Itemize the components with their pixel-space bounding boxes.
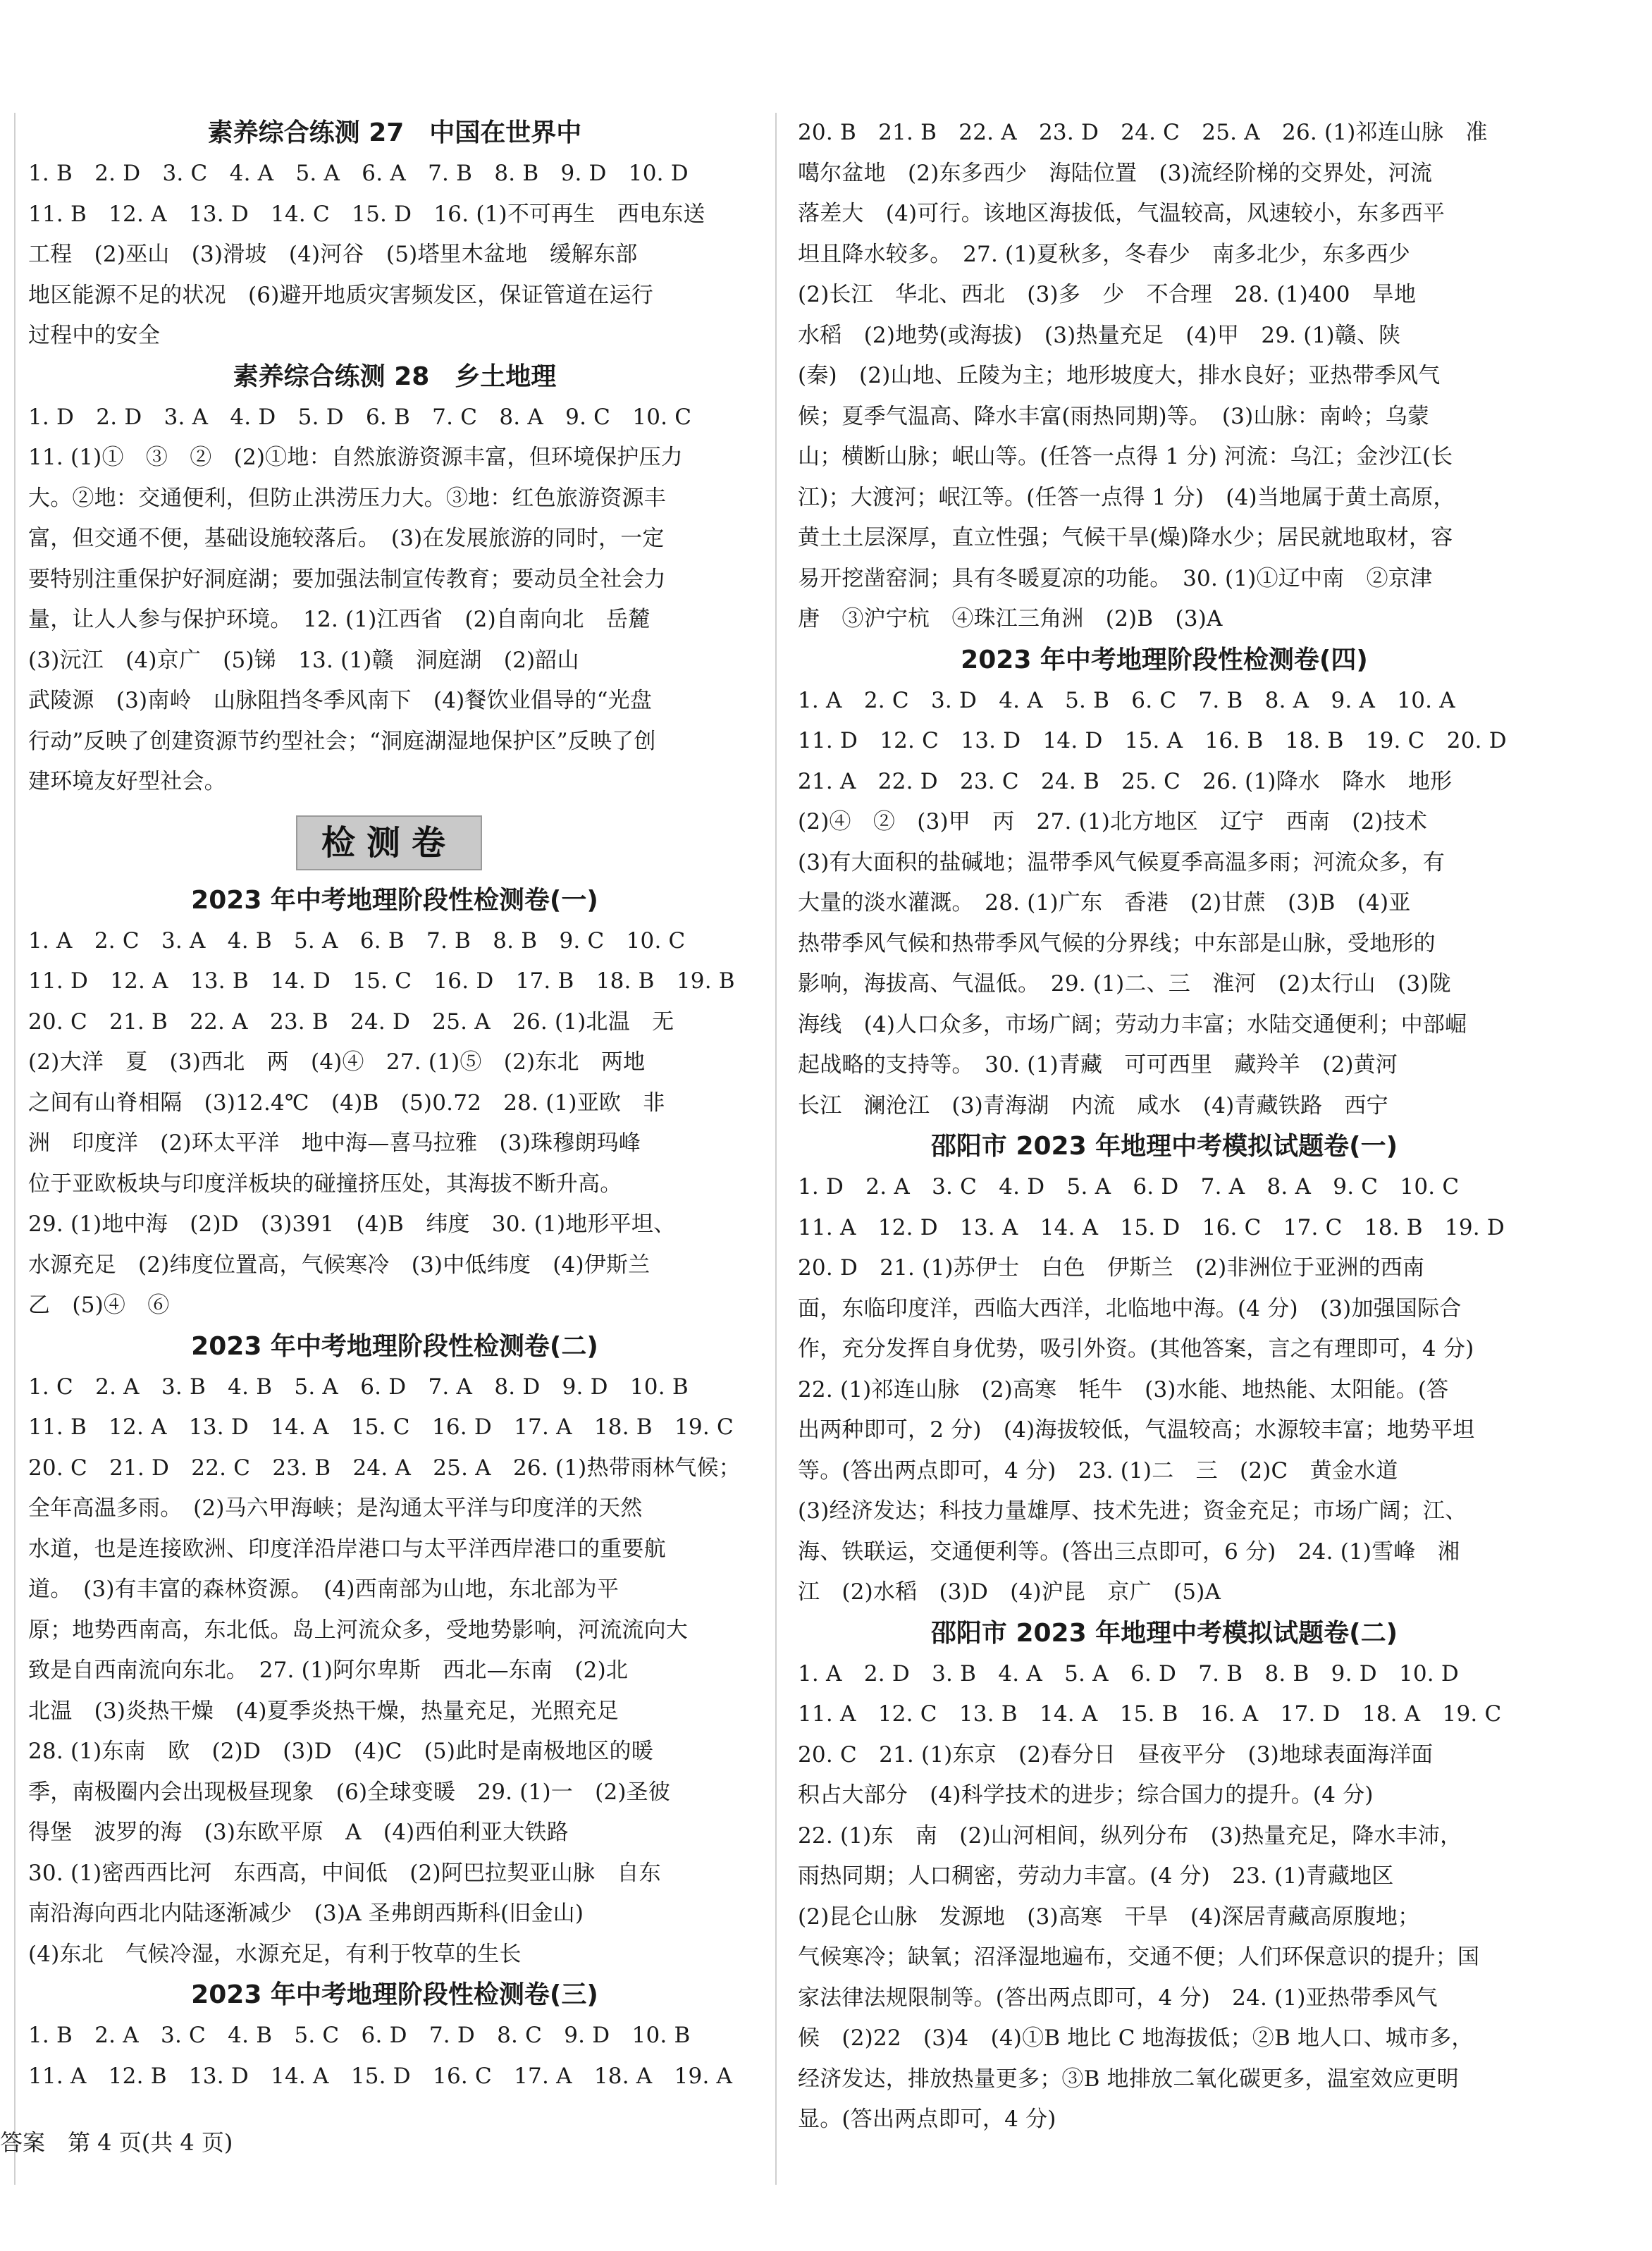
answer-line: 11. D 12. C 13. D 14. D 15. A 16. B 18. B 19. C 20. D: [798, 728, 1507, 753]
answer-line: 11. A 12. D 13. A 14. A 15. D 16. C 17. C 18. B 19. D: [798, 1214, 1505, 1240]
section-practice-27: [28, 113, 761, 357]
answer-line: 全年高温多雨。 (2)马六甲海峡；是沟通太平洋与印度洋的天然: [28, 1495, 643, 1521]
answer-line: 20. C 21. B 22. A 23. B 24. D 25. A 26. (1)北温 无: [28, 1009, 674, 1035]
section-shaoyang-mock-1: [798, 1126, 1531, 1613]
answer-line: 20. D 21. (1)苏伊士 白色 伊斯兰 (2)非洲位于亚洲的西南: [798, 1255, 1425, 1281]
answer-line: 行动”反映了创建资源节约型社会；“洞庭湖湿地保护区”反映了创: [28, 728, 656, 754]
answer-line: 洲 印度洋 (2)环太平洋 地中海—喜马拉雅 (3)珠穆朗玛峰: [28, 1130, 641, 1156]
answer-line: 唐 ③沪宁杭 ④珠江三角洲 (2)B (3)A: [798, 606, 1223, 631]
section-title: 邵阳市 2023 年地理中考模拟试题卷(二): [930, 1618, 1398, 1648]
answer-line: 影响，海拔高、气温低。 29. (1)二、三 淮河 (2)太行山 (3)陇: [798, 971, 1451, 997]
section-title: 2023 年中考地理阶段性检测卷(四): [961, 645, 1368, 674]
answer-line: 28. (1)东南 欧 (2)D (3)D (4)C (5)此时是南极地区的暖: [28, 1739, 653, 1764]
answer-line: 黄土土层深厚，直立性强；气候干旱(燥)降水少；居民就地取材，容: [798, 525, 1453, 550]
answer-line: 江 (2)水稻 (3)D (4)沪昆 京广 (5)A: [798, 1579, 1221, 1605]
answer-line: 气候寒冷；缺氧；沼泽湿地遍布，交通不便；人们环保意识的提升；国: [798, 1944, 1480, 1970]
answer-line: 11. A 12. B 13. D 14. A 15. D 16. C 17. A 18. A 19. A: [28, 2063, 733, 2089]
answer-line: (2)大洋 夏 (3)西北 两 (4)④ 27. (1)⑤ (2)东北 两地: [28, 1049, 646, 1075]
answer-line: 水道，也是连接欧洲、印度洋沿岸港口与太平洋西岸港口的重要航: [28, 1536, 666, 1562]
section-title: 邵阳市 2023 年地理中考模拟试题卷(一): [930, 1132, 1398, 1161]
answer-line: 候 (2)22 (3)4 (4)①B 地比 C 地海拔低；②B 地人口、城市多，: [798, 2025, 1474, 2051]
answer-line: 致是自西南流向东北。 27. (1)阿尔卑斯 西北—东南 (2)北: [28, 1658, 629, 1683]
answer-line: 北温 (3)炎热干燥 (4)夏季炎热干燥，热量充足，光照充足: [28, 1698, 619, 1724]
column-divider: [775, 113, 777, 2185]
answer-line: (4)东北 气候冷湿，水源充足，有利于牧草的生长: [28, 1941, 522, 1967]
section-stage-test-3: [28, 1975, 761, 2097]
answer-line: (2)长江 华北、西北 (3)多 少 不合理 28. (1)400 旱地: [798, 282, 1417, 307]
answer-line: 1. B 2. A 3. C 4. B 5. C 6. D 7. D 8. C 9. D 10. B: [28, 2023, 691, 2048]
answer-line: 21. A 22. D 23. C 24. B 25. C 26. (1)降水 降水 地形: [798, 768, 1453, 794]
answer-line: 22. (1)东 南 (2)山河相间，纵列分布 (3)热量充足，降水丰沛，: [798, 1823, 1462, 1849]
answer-line: 原；地势西南高，东北低。岛上河流众多，受地势影响，河流流向大: [28, 1617, 688, 1643]
answer-line: 水稻 (2)地势(或海拔) (3)热量充足 (4)甲 29. (1)赣、陕: [798, 322, 1401, 348]
answer-line: 乙 (5)④ ⑥: [28, 1293, 170, 1318]
answer-line: 道。 (3)有丰富的森林资源。 (4)西南部为山地，东北部为平: [28, 1577, 620, 1602]
answer-line: 显。(答出两点即可，4 分): [798, 2107, 1056, 2132]
answer-line: 11. (1)① ③ ② (2)①地：自然旅游资源丰富，但环境保护压力: [28, 445, 683, 470]
answer-line: 热带季风气候和热带季风气候的分界线；中东部是山脉，受地形的: [798, 930, 1436, 956]
answer-line: (3)有大面积的盐碱地；温带季风气候夏季高温多雨；河流众多，有: [798, 849, 1446, 875]
answer-line: 20. C 21. D 22. C 23. B 24. A 25. A 26. (1)热带雨林气候；: [28, 1455, 741, 1481]
answer-line: 等。(答出两点即可，4 分) 23. (1)二 三 (2)C 黄金水道: [798, 1457, 1398, 1484]
section-practice-28: [28, 357, 761, 803]
section-stage-test-2: [28, 1326, 761, 1975]
answer-line: 作，充分发挥自身优势，吸引外资。(其他答案，言之有理即可，4 分): [798, 1336, 1474, 1362]
right-column: [798, 113, 1531, 2140]
answer-line: 1. D 2. A 3. C 4. D 5. A 6. D 7. A 8. A 9. C 10. C: [798, 1174, 1460, 1199]
answer-line: 20. B 21. B 22. A 23. D 24. C 25. A 26. (1)祁连山脉 准: [798, 120, 1488, 145]
answer-line: 坦且降水较多。 27. (1)夏秋多，冬春少 南多北少，东多西少: [798, 241, 1410, 267]
answer-line: 长江 澜沧江 (3)青海湖 内流 咸水 (4)青藏铁路 西宁: [798, 1092, 1388, 1118]
answer-line: (秦) (2)山地、丘陵为主；地形坡度大，排水良好；亚热带季风气: [798, 363, 1441, 388]
section-title: 素养综合练测 27 中国在世界中: [207, 118, 582, 147]
badge-wrap: [28, 803, 761, 880]
left-margin-rule: [14, 113, 16, 2185]
answer-line: 海线 (4)人口众多，市场广阔；劳动力丰富；水陆交通便利；中部崛: [798, 1011, 1467, 1037]
answer-line: 要特别注重保护好洞庭湖；要加强法制宣传教育；要动员全社会力: [28, 566, 666, 592]
answer-line: 工程 (2)巫山 (3)滑坡 (4)河谷 (5)塔里木盆地 缓解东部: [28, 242, 638, 267]
answer-line: 武陵源 (3)南岭 山脉阻挡冬季风南下 (4)餐饮业倡导的“光盘: [28, 688, 653, 713]
answer-line: (3)经济发达；科技力量雄厚、技术先进；资金充足；市场广阔；江、: [798, 1498, 1467, 1524]
answer-line: 11. B 12. A 13. D 14. C 15. D 16. (1)不可再生 西电东送: [28, 201, 705, 227]
answer-line: 1. A 2. C 3. A 4. B 5. A 6. B 7. B 8. B 9. C 10. C: [28, 927, 686, 954]
section-stage-test-4: [798, 640, 1531, 1127]
answer-line: 建环境友好型社会。: [28, 769, 226, 794]
answer-line: 之间有山脊相隔 (3)12.4℃ (4)B (5)0.72 28. (1)亚欧 非: [28, 1090, 665, 1116]
answer-line: 水源充足 (2)纬度位置高，气候寒冷 (3)中低纬度 (4)伊斯兰: [28, 1252, 651, 1278]
answer-line: (2)④ ② (3)甲 丙 27. (1)北方地区 辽宁 西南 (2)技术: [798, 809, 1428, 834]
answer-line: 1. C 2. A 3. B 4. B 5. A 6. D 7. A 8. D 9. D 10. B: [28, 1374, 689, 1400]
page-footer: 答案 第 4 页(共 4 页): [0, 2129, 233, 2156]
section-shaoyang-mock-2: [798, 1613, 1531, 2140]
answer-line: 雨热同期；人口稠密，劳动力丰富。(4 分) 23. (1)青藏地区: [798, 1863, 1394, 1889]
answer-line: (3)沅江 (4)京广 (5)锑 13. (1)赣 洞庭湖 (2)韶山: [28, 647, 579, 673]
answer-line: 江)；大渡河；岷江等。(任答一点得 1 分) (4)当地属于黄土高原，: [798, 484, 1455, 510]
answer-line: 易开挖凿窑洞；具有冬暖夏凉的功能。 30. (1)①辽中南 ②京津: [798, 565, 1433, 591]
section-stage-test-3-continued: [798, 113, 1531, 640]
section-title: 2023 年中考地理阶段性检测卷(三): [191, 1980, 598, 2009]
answer-line: 家法律法规限制等。(答出两点即可，4 分) 24. (1)亚热带季风气: [798, 1985, 1438, 2011]
answer-line: 过程中的安全: [28, 323, 161, 348]
answer-line: 出两种即可，2 分) (4)海拔较低，气温较高；水源较丰富；地势平坦: [798, 1417, 1475, 1443]
section-title: 素养综合练测 28 乡土地理: [233, 362, 557, 391]
section-title: 2023 年中考地理阶段性检测卷(一): [191, 885, 598, 915]
test-papers-badge: 检测卷: [296, 815, 482, 870]
answer-line: 1. A 2. C 3. D 4. A 5. B 6. C 7. B 8. A 9. A 10. A: [798, 687, 1455, 713]
section-title: 2023 年中考地理阶段性检测卷(二): [191, 1331, 598, 1361]
answer-line: 经济发达，排放热量更多；③B 地排放二氧化碳更多，温室效应更明: [798, 2066, 1459, 2092]
answer-line: (2)昆仑山脉 发源地 (3)高寒 干旱 (4)深居青藏高原腹地；: [798, 1904, 1420, 1930]
answer-line: 位于亚欧板块与印度洋板块的碰撞挤压处，其海拔不断升高。: [28, 1171, 622, 1197]
answer-line: 1. D 2. D 3. A 4. D 5. D 6. B 7. C 8. A 9. C 10. C: [28, 404, 692, 430]
answer-line: 得堡 波罗的海 (3)东欧平原 A (4)西伯利亚大铁路: [28, 1820, 569, 1845]
answer-line: 大。②地：交通便利，但防止洪涝压力大。③地：红色旅游资源丰: [28, 485, 666, 511]
answer-line: 22. (1)祁连山脉 (2)高寒 牦牛 (3)水能、地热能、太阳能。(答: [798, 1376, 1449, 1402]
answer-line: 富，但交通不便，基础设施较落后。 (3)在发展旅游的同时，一定: [28, 526, 665, 551]
answer-line: 29. (1)地中海 (2)D (3)391 (4)B 纬度 30. (1)地形平坦、: [28, 1211, 676, 1237]
answer-line: 大量的淡水灌溉。 28. (1)广东 香港 (2)甘蔗 (3)B (4)亚: [798, 890, 1411, 915]
answer-line: 南沿海向西北内陆逐渐减少 (3)A 圣弗朗西斯科(旧金山): [28, 1901, 584, 1926]
answer-line: 噶尔盆地 (2)东多西少 海陆位置 (3)流经阶梯的交界处，河流: [798, 160, 1433, 186]
answer-line: 30. (1)密西西比河 东西高，中间低 (2)阿巴拉契亚山脉 自东: [28, 1860, 661, 1886]
answer-line: 11. A 12. C 13. B 14. A 15. B 16. A 17. D 18. A 19. C: [798, 1701, 1502, 1727]
answer-line: 积占大部分 (4)科学技术的进步；综合国力的提升。(4 分): [798, 1782, 1374, 1808]
answer-line: 落差大 (4)可行。该地区海拔低，气温较高，风速较小，东多西平: [798, 201, 1446, 226]
left-column: [28, 113, 761, 2097]
answer-line: 面，东临印度洋，西临大西洋，北临地中海。(4 分) (3)加强国际合: [798, 1295, 1462, 1321]
section-stage-test-1: [28, 880, 761, 1326]
answer-line: 20. C 21. (1)东京 (2)春分日 昼夜平分 (3)地球表面海洋面: [798, 1741, 1434, 1768]
answer-line: 11. D 12. A 13. B 14. D 15. C 16. D 17. B 18. B 19. B: [28, 968, 735, 994]
answer-line: 量，让人人参与保护环境。 12. (1)江西省 (2)自南向北 岳麓: [28, 607, 651, 632]
answer-line: 1. B 2. D 3. C 4. A 5. A 6. A 7. B 8. B 9. D 10. D: [28, 161, 689, 186]
answer-line: 海、铁联运，交通便利等。(答出三点即可，6 分) 24. (1)雪峰 湘: [798, 1538, 1460, 1565]
answer-line: 地区能源不足的状况 (6)避开地质灾害频发区，保证管道在运行: [28, 282, 653, 308]
answer-line: 候；夏季气温高、降水丰富(雨热同期)等。 (3)山脉：南岭；乌蒙: [798, 403, 1429, 429]
answer-line: 起战略的支持等。 30. (1)青藏 可可西里 藏羚羊 (2)黄河: [798, 1052, 1398, 1078]
answer-line: 11. B 12. A 13. D 14. A 15. C 16. D 17. A 18. B 19. C: [28, 1414, 734, 1440]
answer-line: 山；横断山脉；岷山等。(任答一点得 1 分) 河流：乌江；金沙江(长: [798, 444, 1453, 469]
answer-line: 1. A 2. D 3. B 4. A 5. A 6. D 7. B 8. B 9. D 10. D: [798, 1660, 1459, 1686]
answer-line: 季，南极圈内会出现极昼现象 (6)全球变暖 29. (1)一 (2)圣彼: [28, 1779, 671, 1805]
